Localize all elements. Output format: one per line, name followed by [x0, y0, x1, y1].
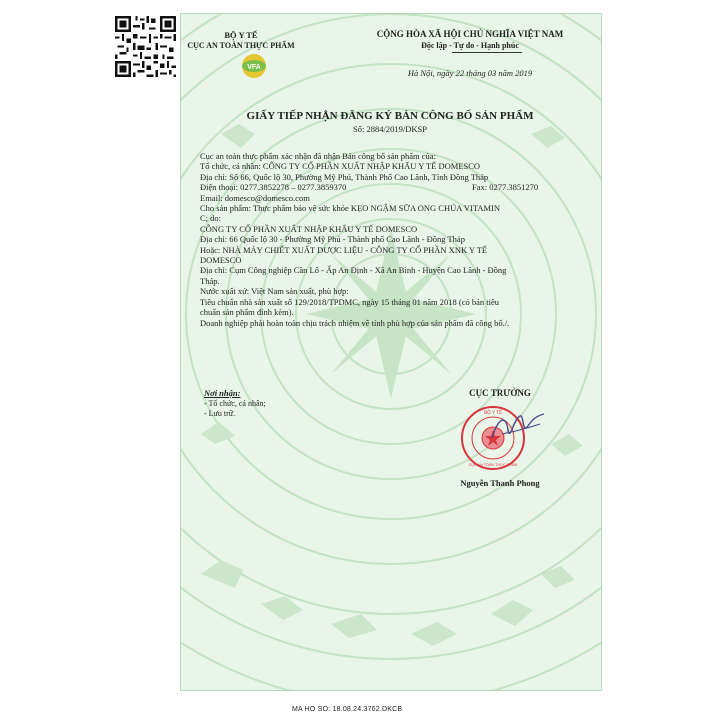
certificate-body [200, 151, 580, 328]
responsibility-line: Doanh nghiệp phải hoàn toàn chịu trách nhiệm về tính phù hợp của sản phẩm đã công bố./. [200, 317, 510, 328]
phone: Điện thoại: 0277.3852278 – 0277.3859370 [200, 182, 347, 193]
alt-manufacturer-2: DOMESCO [200, 255, 242, 266]
origin-line: Nước xuất xứ: Việt Nam sản xuất, phù hợp: [200, 286, 349, 297]
address-line: Địa chỉ: Số 66, Quốc lộ 30, Phường Mỹ Phú, Thành Phố Cao Lãnh, Tỉnh Đồng Tháp [200, 171, 489, 182]
dossier-code: MA HO SO: 18.08.24.3762.DKCB [292, 706, 403, 713]
alt-address-1: Địa chỉ: Cụm Công nghiệp Cần Lố - Ấp An Định - Xã An Bình - Huyện Cao Lãnh - Đồng [200, 265, 507, 276]
product-line-1: Cho sản phẩm: Thực phẩm bảo vệ sức khỏe KẸO NGẬM SỮA ONG CHÚA VITAMIN [200, 203, 501, 214]
qr-code [113, 14, 178, 79]
signer-name: Nguyễn Thanh Phong [460, 478, 540, 488]
stamp-top-text: BỘ Y TẾ [484, 411, 502, 416]
certificate-title: GIẤY TIẾP NHẬN ĐĂNG KÝ BẢN CÔNG BỐ SẢN PHẨM [246, 110, 534, 122]
national-motto: Độc lập - Tự do - Hạnh phúc [421, 41, 519, 50]
email-line: Email: domesco@domesco.com [200, 192, 310, 203]
organization-line: Tổ chức, cá nhân: CÔNG TY CỔ PHẦN XUẤT NHẬP KHẨU Y TẾ DOMESCO [200, 161, 481, 172]
place-date: Hà Nội, ngày 22 tháng 03 năm 2019 [407, 68, 533, 78]
fax: Fax: 0277.3851270 [472, 182, 539, 193]
recipients-title: Nơi nhận: [204, 388, 241, 398]
motto-underline [452, 52, 522, 53]
product-line-2: C; do: [200, 213, 222, 224]
ministry-name: BỘ Y TẾ [224, 30, 258, 40]
alt-manufacturer-1: Hoặc: NHÀ MÁY CHIẾT XUẤT DƯỢC LIỆU - CÔNG TY CỔ PHẦN XNK Y TẾ [200, 244, 488, 255]
intro-line: Cục an toàn thực phẩm xác nhận đã nhận Bản công bố sản phẩm của: [200, 151, 436, 161]
alt-address-2: Tháp. [200, 275, 220, 286]
country-name: CỘNG HÒA XÃ HỘI CHỦ NGHĨA VIỆT NAM [376, 29, 564, 39]
standard-line-2: chuẩn sản phẩm đính kèm). [200, 307, 294, 318]
recipient-item: - Lưu trữ. [204, 409, 236, 418]
registration-number: Số: 2884/2019/DKSP [353, 124, 427, 134]
department-name: CỤC AN TOÀN THỰC PHẨM [187, 41, 295, 50]
signer-role: CỤC TRƯỞNG [469, 388, 531, 398]
logo-text: VFA [247, 64, 261, 71]
stamp-ring-text: CỤC AN TOÀN THỰC PHẨM [468, 463, 518, 467]
standard-line-1: Tiêu chuẩn nhà sản xuất số 129/2018/TPDMC, ngày 15 tháng 01 năm 2018 (có bản tiêu [200, 296, 500, 307]
vfa-logo [241, 53, 267, 79]
handwritten-signature [488, 408, 548, 448]
manufacturer-name: CÔNG TY CỔ PHẦN XUẤT NHẬP KHẨU Y TẾ DOMESCO [200, 223, 418, 234]
recipient-item: - Tổ chức, cá nhân; [204, 399, 266, 408]
contact-line [200, 182, 580, 192]
manufacturer-address: Địa chỉ: 66 Quốc lộ 30 - Phường Mỹ Phú - Thành phố Cao Lãnh - Đồng Tháp [200, 234, 465, 245]
